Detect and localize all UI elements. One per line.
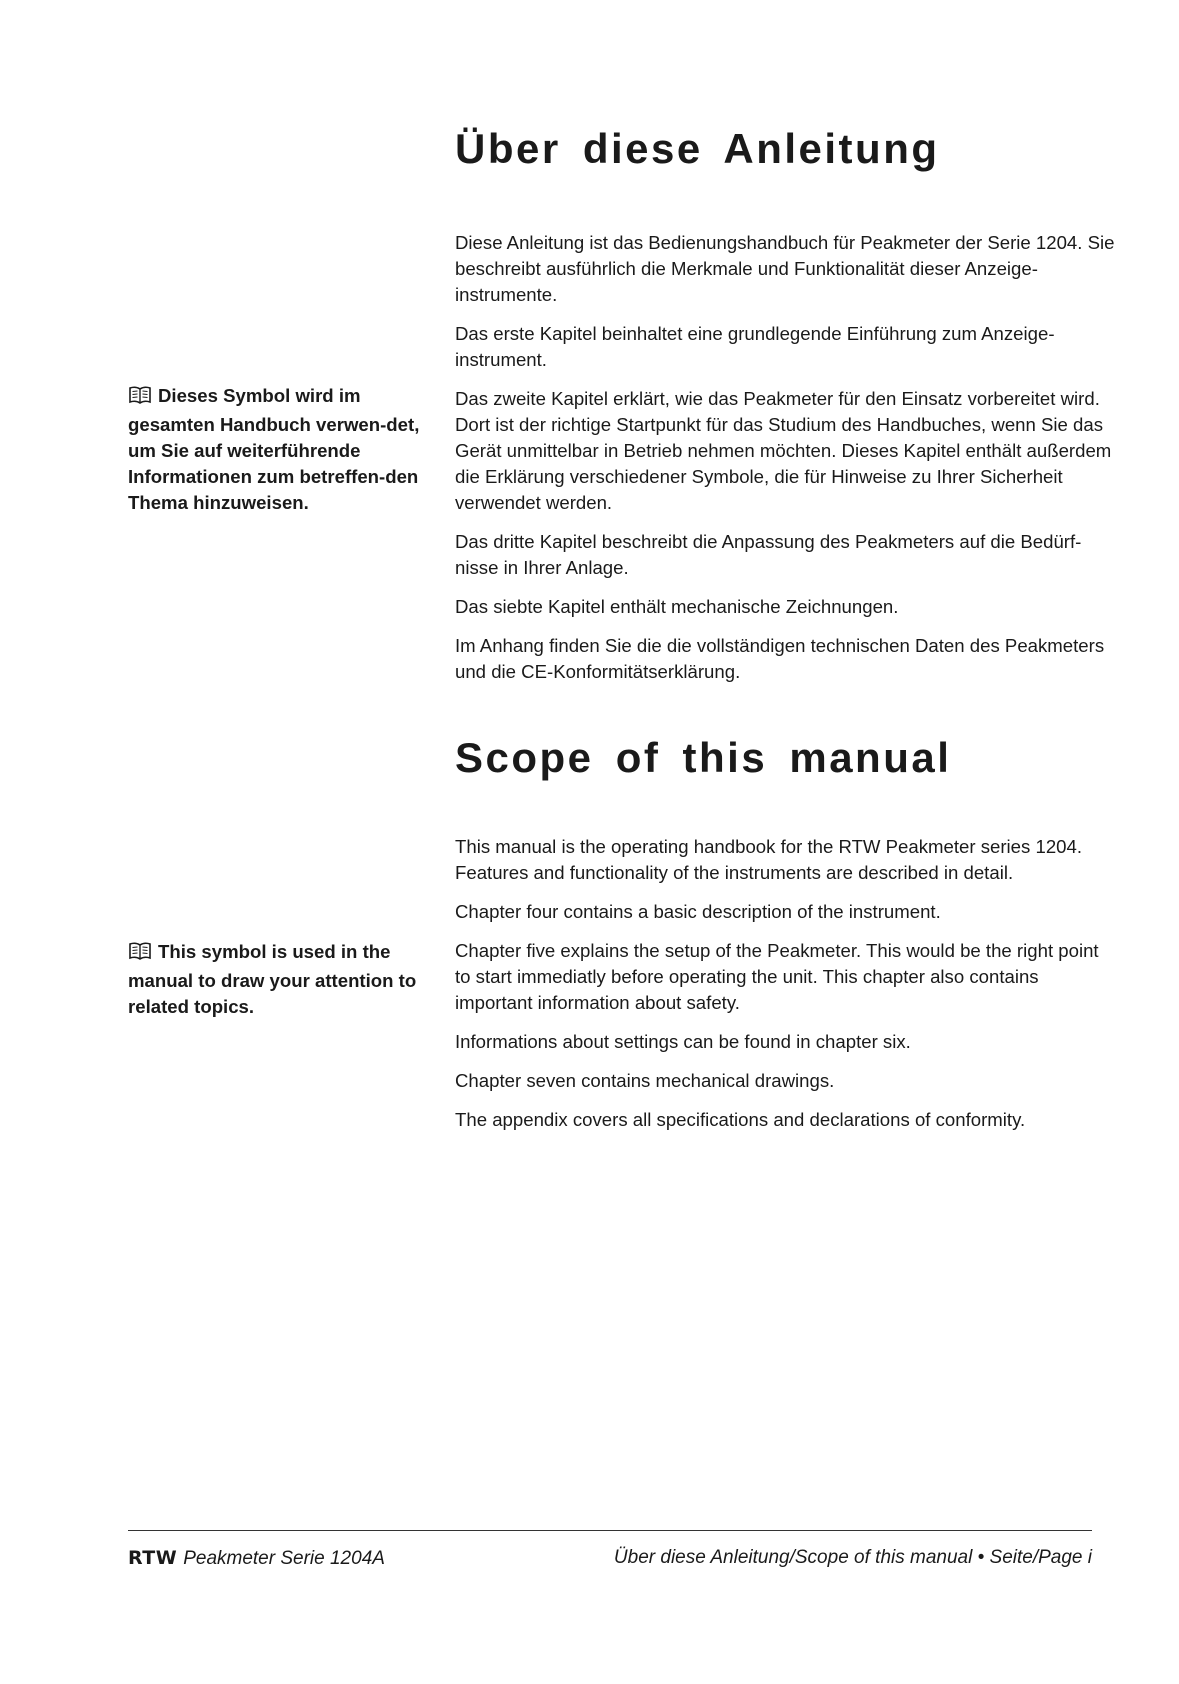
german-side-note-text: Dieses Symbol wird im gesamten Handbuch verwen-det, um Sie auf weiterführende Informationen zum betreffen-den Thema hinzuweisen.: [128, 385, 420, 513]
footer-page-ref: Über diese Anleitung/Scope of this manual • Seite/Page i: [613, 1547, 1092, 1568]
german-heading: Über diese Anleitung: [455, 125, 940, 172]
german-paragraph-5: Das siebte Kapitel enthält mechanische Zeichnungen.: [455, 596, 899, 617]
german-paragraph-6: Im Anhang finden Sie die die vollständigen technischen Daten des Peakmeters und die CE-Konformitätserklärung.: [455, 635, 1105, 682]
open-book-icon: [128, 385, 152, 412]
english-paragraph-6: The appendix covers all specifications and declarations of conformity.: [455, 1109, 1026, 1130]
english-paragraph-4: Informations about settings can be found in chapter six.: [455, 1031, 911, 1052]
english-heading: Scope of this manual: [455, 734, 952, 781]
german-paragraph-4: Das dritte Kapitel beschreibt die Anpassung des Peakmeters auf die Bedürf-nisse in Ihrer Anlage.: [455, 531, 1082, 578]
footer-left: [128, 1547, 385, 1570]
open-book-icon: [128, 941, 152, 968]
footer-product: Peakmeter Serie 1204A: [183, 1548, 385, 1569]
english-side-note: [128, 939, 428, 1020]
rtw-logo: RTW: [128, 1547, 178, 1569]
footer-rule: [128, 1530, 1092, 1531]
english-paragraph-3: Chapter five explains the setup of the Peakmeter. This would be the right point to start immediatly before operating the unit. This chapter also contains important information about safety.: [455, 940, 1099, 1013]
english-side-note-text: This symbol is used in the manual to draw your attention to related topics.: [128, 941, 417, 1017]
english-body: [455, 834, 1115, 1146]
german-side-note: [128, 383, 428, 516]
english-paragraph-2: Chapter four contains a basic description of the instrument.: [455, 901, 941, 922]
german-paragraph-1: Diese Anleitung ist das Bedienungshandbuch für Peakmeter der Serie 1204. Sie beschreibt ausführlich die Merkmale und Funktionalität dieser Anzeige-instrumente.: [455, 232, 1115, 305]
german-paragraph-3: Das zweite Kapitel erklärt, wie das Peakmeter für den Einsatz vorbereitet wird. Dort ist der richtige Startpunkt für das Studium des Handbuches, wenn Sie das Gerät unmittelbar in Betrieb nehmen möchten. Dieses Kapitel enthält außerdem die Erklärung verschiedener Symbole, die für Hinweise zu Ihrer Sicherheit verwendet werden.: [455, 388, 1112, 513]
german-body: [455, 230, 1115, 698]
german-paragraph-2: Das erste Kapitel beinhaltet eine grundlegende Einführung zum Anzeige-instrument.: [455, 323, 1055, 370]
english-paragraph-5: Chapter seven contains mechanical drawings.: [455, 1070, 835, 1091]
english-paragraph-1: This manual is the operating handbook for the RTW Peakmeter series 1204. Features and functionality of the instruments are described in detail.: [455, 836, 1083, 883]
